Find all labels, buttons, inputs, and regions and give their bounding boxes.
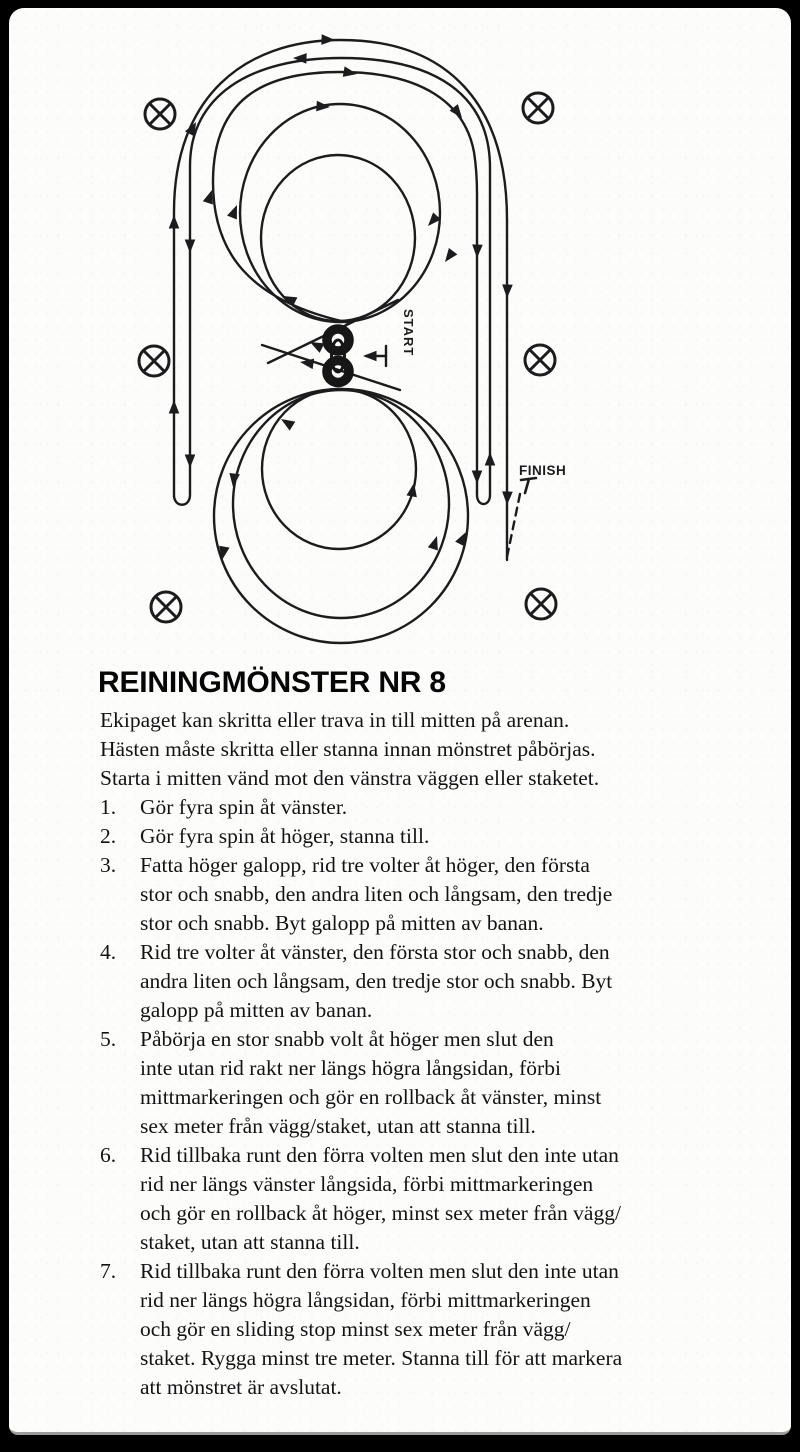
instruction-item (100, 1025, 720, 1141)
left-rollback-outer-endrun-final-rundown (174, 40, 507, 560)
path-arrowhead (455, 530, 471, 547)
instruction-item (100, 851, 720, 938)
arena-marker-middle-right (525, 345, 555, 375)
intro-paragraph (100, 706, 720, 793)
item-number: 2. (100, 824, 117, 848)
page-title: REININGMÖNSTER NR 8 (98, 666, 446, 699)
instruction-line: Rid tillbaka runt den förra volten men slut den inte utan (140, 1143, 619, 1167)
instruction-line: mittmarkeringen och gör en rollback åt vänster, minst (140, 1085, 602, 1109)
instruction-line: staket, utan att stanna till. (140, 1230, 360, 1254)
path-arrowhead (472, 471, 483, 485)
item-number: 5. (100, 1027, 117, 1051)
instruction-line: Gör fyra spin åt höger, stanna till. (140, 824, 430, 848)
path-arrowhead (169, 400, 180, 414)
top-small-circle (261, 155, 415, 321)
instruction-line: staket. Rygga minst tre meter. Stanna till för att markera (140, 1346, 623, 1370)
item-number: 3. (100, 853, 117, 877)
instruction-line: stor och snabb. Byt galopp på mitten av banan. (140, 911, 544, 935)
item-lines (140, 1257, 622, 1402)
reining-pattern-diagram (0, 0, 800, 672)
path-arrowhead (441, 248, 458, 265)
path-arrowhead (316, 101, 330, 113)
arena-marker-bottom-right (526, 589, 556, 619)
arena-marker-top-left (145, 99, 175, 129)
instruction-item (100, 938, 720, 1025)
intro-line: Hästen måste skritta eller stanna innan mönstret påbörjas. (100, 737, 596, 761)
instruction-item (100, 1257, 720, 1402)
instruction-line: Fatta höger galopp, rid tre volter åt höger, den första (140, 853, 590, 877)
path-arrowhead (228, 473, 240, 488)
instruction-line: galopp på mitten av banan. (140, 998, 373, 1022)
item-number: 7. (100, 1259, 117, 1283)
path-arrowhead (185, 455, 196, 469)
finish-t-mark (521, 478, 536, 493)
top-large-circle-rundown-right (213, 72, 477, 492)
item-lines (140, 822, 429, 851)
finish-dashed-line (507, 494, 520, 557)
right-rollback-endrun-left-rundown (190, 58, 490, 504)
instruction-line: Påbörja en stor snabb volt åt höger men slut den (140, 1027, 554, 1051)
path-arrowhead (485, 452, 496, 466)
instruction-item (100, 1141, 720, 1257)
arena-marker-middle-left (139, 346, 169, 376)
instructions-text (100, 706, 720, 1402)
spins-symbol (324, 326, 353, 387)
instruction-line: och gör en sliding stop minst sex meter från vägg/ (140, 1317, 571, 1341)
instruction-line: och gör en rollback åt höger, minst sex meter från vägg/ (140, 1201, 621, 1225)
path-arrowhead (502, 284, 513, 298)
instruction-line: andra liten och långsam, den tredje stor och snabb. Byt (140, 969, 613, 993)
arena-marker-top-right (523, 93, 553, 123)
bottom-small-circle (262, 389, 416, 549)
arena-marker-bottom-left (151, 592, 181, 622)
item-lines (140, 1025, 601, 1141)
instruction-line: att mönstret är avslutat. (140, 1375, 342, 1399)
instruction-item (100, 793, 720, 822)
instruction-line: Rid tillbaka runt den förra volten men slut den inte utan (140, 1259, 619, 1283)
item-lines (140, 851, 612, 938)
instruction-line: sex meter från vägg/staket, utan att stanna till. (140, 1114, 536, 1138)
path-arrowhead (321, 34, 335, 45)
path-arrowhead (472, 244, 483, 258)
instruction-line: Rid tre volter åt vänster, den första stor och snabb, den (140, 940, 610, 964)
finish-label: FINISH (519, 463, 567, 478)
item-lines (140, 793, 347, 822)
item-lines (140, 938, 612, 1025)
path-arrowhead (502, 491, 513, 505)
instruction-item (100, 822, 720, 851)
start-label: START (401, 309, 416, 357)
top-middle-circle (240, 104, 440, 322)
instruction-list (100, 793, 720, 1402)
path-arrowhead (363, 351, 377, 362)
item-lines (140, 1141, 621, 1257)
path-arrowhead (169, 215, 180, 229)
intro-line: Starta i mitten vänd mot den vänstra väggen eller staketet. (100, 766, 600, 790)
instruction-line: stor och snabb, den andra liten och långsam, den tredje (140, 882, 613, 906)
path-arrowhead (406, 482, 419, 497)
item-number: 1. (100, 795, 117, 819)
instruction-line: rid ner längs vänster långsida, förbi mittmarkeringen (140, 1172, 594, 1196)
bottom-large-circle (214, 389, 468, 643)
intro-line: Ekipaget kan skritta eller trava in till mitten på arenan. (100, 708, 570, 732)
path-arrowhead (185, 240, 196, 254)
item-number: 4. (100, 940, 117, 964)
instruction-line: rid ner längs högra långsidan, förbi mittmarkeringen (140, 1288, 591, 1312)
item-number: 6. (100, 1143, 117, 1167)
instruction-line: inte utan rid rakt ner längs högra långsidan, förbi (140, 1056, 561, 1080)
instruction-line: Gör fyra spin åt vänster. (140, 795, 348, 819)
bottom-middle-circle (233, 390, 449, 618)
